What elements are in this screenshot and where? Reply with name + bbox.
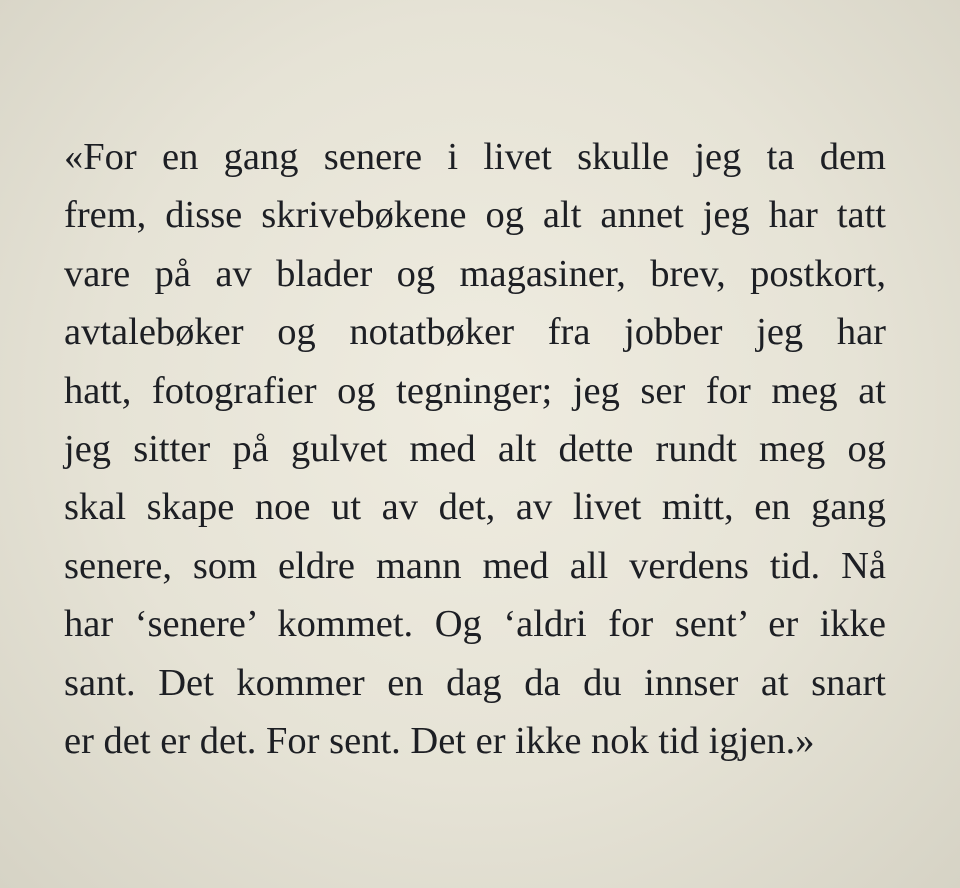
quote-line: avtalebøker og notatbøker fra jobber jeg har [64,311,886,354]
quote-line: «For en gang senere i livet skulle jeg ta dem [64,136,886,178]
quote-line: skal skape noe ut av det, av livet mitt, en gang [64,486,886,529]
quote-line: senere, som eldre mann med all verdens tid. Nå [64,544,886,587]
quote-line: frem, disse skrivebøkene og alt annet jeg har tatt [64,194,886,237]
quote-line: sant. Det kommer en dag da du innser at snart [64,661,886,704]
quote-line: vare på av blader og magasiner, brev, postkort, [64,252,886,295]
quote-line: hatt, fotografier og tegninger; jeg ser for meg at [64,369,886,412]
quote-line: jeg sitter på gulvet med alt dette rundt meg og [64,427,886,470]
quote-line: har ‘senere’ kommet. Og ‘aldri for sent’ er ikke [64,603,886,646]
quote-line-last: er det er det. For sent. Det er ikke nok tid igjen.» [64,719,815,762]
quote-paragraph [64,128,886,770]
